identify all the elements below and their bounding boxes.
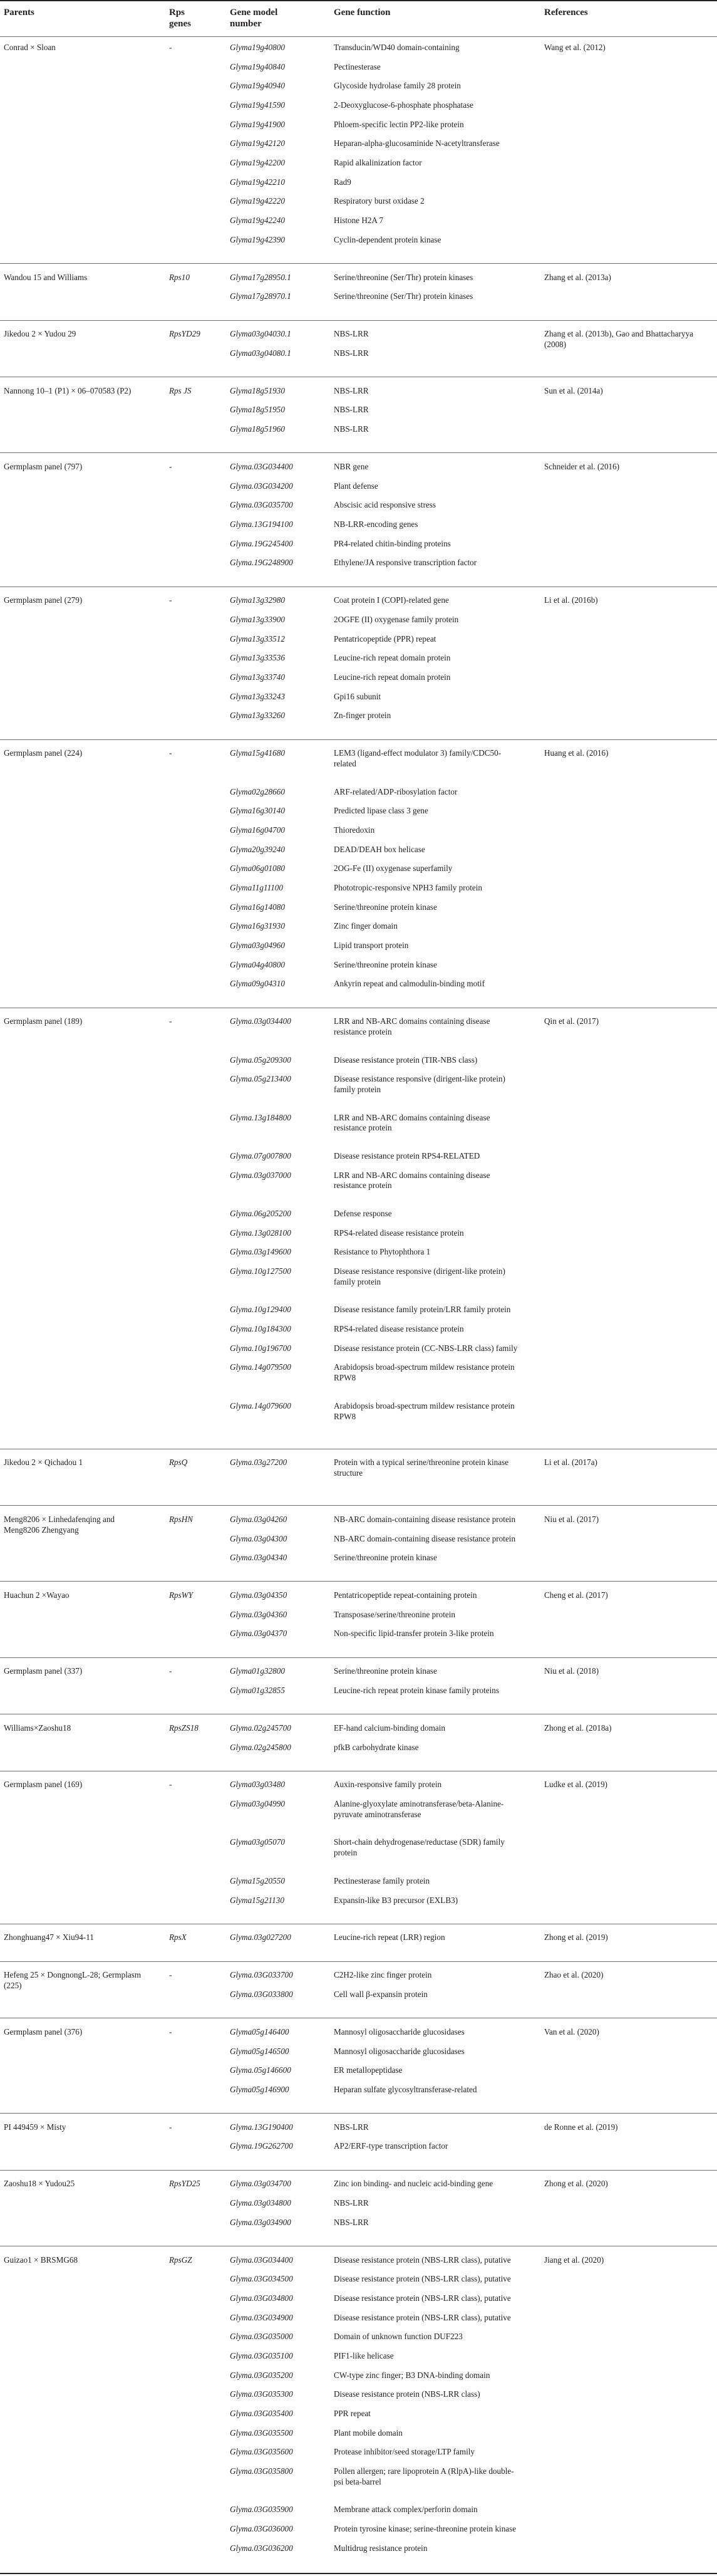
gene-function: CW-type zinc finger; B3 DNA-binding domain bbox=[334, 2370, 490, 2380]
gene-function: NBS-LRR bbox=[334, 405, 369, 415]
gene-function: Cyclin-dependent protein kinase bbox=[334, 234, 441, 244]
gene-function: Short-chain dehydrogenase/reductase (SDR) family protein bbox=[334, 1837, 505, 1858]
gene-function: Zn-finger protein bbox=[334, 711, 391, 721]
gene-model-number: Glyma.03g149600 bbox=[230, 1247, 291, 1257]
gene-function: Membrane attack complex/perforin domain bbox=[334, 2505, 478, 2515]
group-rps-gene: RpsQ bbox=[169, 1457, 188, 1468]
gene-model-number: Glyma19g40940 bbox=[230, 81, 285, 91]
group-rps-gene: Rps10 bbox=[169, 272, 190, 282]
gene-model-number: Glyma.10g184300 bbox=[230, 1324, 291, 1334]
gene-function: Disease resistance responsive (dirigent-like protein) family protein bbox=[334, 1074, 505, 1095]
gene-model-number: Glyma.03G035900 bbox=[230, 2505, 293, 2515]
gene-function: 2-Deoxyglucose-6-phosphate phosphatase bbox=[334, 100, 474, 110]
gene-function: Disease resistance family protein/LRR family protein bbox=[334, 1305, 511, 1315]
gene-model-number: Glyma.03G035200 bbox=[230, 2370, 293, 2380]
gene-function: Auxin-responsive family protein bbox=[334, 1780, 442, 1790]
group-parents: Conrad × Sloan bbox=[4, 43, 56, 52]
gene-model-number: Glyma.05g209300 bbox=[230, 1055, 291, 1065]
gene-function: Disease resistance protein (NBS-LRR class), putative bbox=[334, 2293, 511, 2303]
gene-function: Cell wall β-expansin protein bbox=[334, 1989, 428, 1999]
gene-function: Heparan-alpha-glucosaminide N-acetyltransferase bbox=[334, 138, 500, 149]
gene-model-number: Glyma19g42220 bbox=[230, 196, 285, 206]
gene-model-number: Glyma.03G036000 bbox=[230, 2524, 293, 2534]
gene-function: LRR and NB-ARC domains containing disease resistance protein bbox=[334, 1112, 490, 1133]
gene-model-number: Glyma.03G034400 bbox=[230, 2255, 293, 2265]
gene-model-number: Glyma03g03480 bbox=[230, 1780, 285, 1790]
gene-model-number: Glyma.03G034400 bbox=[230, 462, 293, 471]
gene-model-number: Glyma19g41900 bbox=[230, 119, 285, 129]
gene-model-number: Glyma.07g007800 bbox=[230, 1150, 291, 1160]
gene-function: LRR and NB-ARC domains containing disease resistance protein bbox=[334, 1170, 490, 1191]
gene-function: NBR gene bbox=[334, 462, 369, 471]
gene-function: Domain of unknown function DUF223 bbox=[334, 2332, 463, 2342]
group-parents: Germplasm panel (224) bbox=[4, 748, 83, 758]
gene-model-number: Glyma.03g034900 bbox=[230, 2217, 291, 2227]
group-parents: Williams×Zaoshu18 bbox=[4, 1723, 71, 1733]
gene-function: Serine/threonine (Ser/Thr) protein kinases bbox=[334, 272, 473, 282]
gene-function: PR4-related chitin-binding proteins bbox=[334, 538, 451, 548]
gene-function: Alanine-glyoxylate aminotransferase/beta-Alanine-pyruvate aminotransferase bbox=[334, 1799, 504, 1819]
gene-model-number: Glyma05g146500 bbox=[230, 2046, 289, 2056]
gene-model-number: Glyma04g40800 bbox=[230, 959, 285, 969]
gene-model-number: Glyma19g42120 bbox=[230, 138, 285, 149]
gene-model-number: Glyma09g04310 bbox=[230, 979, 285, 989]
gene-model-number: Glyma17g28950.1 bbox=[230, 272, 291, 282]
group-reference: Jiang et al. (2020) bbox=[544, 2255, 604, 2265]
group-parents: Zhonghuang47 × Xiu94-11 bbox=[4, 1932, 94, 1942]
gene-model-number: Glyma11g11100 bbox=[230, 882, 283, 892]
gene-function: Arabidopsis broad-spectrum mildew resistance protein RPW8 bbox=[334, 1362, 515, 1383]
gene-model-number: Glyma06g01080 bbox=[230, 863, 285, 873]
gene-model-number: Glyma13g33260 bbox=[230, 711, 285, 721]
gene-model-number: Glyma.03G035700 bbox=[230, 500, 293, 510]
group-rps-gene: - bbox=[169, 2122, 172, 2132]
gene-function: Serine/threonine protein kinase bbox=[334, 959, 437, 969]
group-reference: Zhang et al. (2013b), Gao and Bhattacharyya (2008) bbox=[544, 329, 694, 349]
gene-function: Disease resistance protein (CC-NBS-LRR class) family bbox=[334, 1343, 518, 1353]
gene-model-number: Glyma.03g027200 bbox=[230, 1932, 291, 1942]
gene-function: Histone H2A 7 bbox=[334, 216, 384, 226]
group-parents: Germplasm panel (797) bbox=[4, 462, 83, 471]
gene-function: Phototropic-responsive NPH3 family protein bbox=[334, 882, 482, 892]
gene-function: Rapid alkalinization factor bbox=[334, 158, 422, 168]
gene-model-number: Glyma03g05070 bbox=[230, 1837, 285, 1847]
gene-model-number: Glyma19g42240 bbox=[230, 216, 285, 226]
gene-model-number: Glyma16g30140 bbox=[230, 806, 285, 816]
gene-model-number: Glyma16g04700 bbox=[230, 825, 285, 835]
gene-model-number: Glyma02g28660 bbox=[230, 786, 285, 796]
gene-function: Resistance to Phytophthora 1 bbox=[334, 1247, 431, 1257]
gene-function: Abscisic acid responsive stress bbox=[334, 500, 436, 510]
gene-function: LRR and NB-ARC domains containing disease resistance protein bbox=[334, 1016, 490, 1036]
group-reference: Zhong et al. (2020) bbox=[544, 2179, 608, 2189]
group-divider bbox=[0, 2170, 717, 2171]
gene-model-number: Glyma.03g037000 bbox=[230, 1170, 291, 1180]
group-reference: Ludke et al. (2019) bbox=[544, 1780, 608, 1790]
table-bottom-rule bbox=[0, 2573, 717, 2574]
group-reference: Van et al. (2020) bbox=[544, 2026, 599, 2036]
group-parents: Huachun 2 ×Wayao bbox=[4, 1590, 70, 1600]
group-reference: Sun et al. (2014a) bbox=[544, 385, 603, 395]
gene-model-number: Glyma16g31930 bbox=[230, 921, 285, 931]
gene-function: NBS-LRR bbox=[334, 2198, 369, 2208]
gene-model-number: Glyma.06g205200 bbox=[230, 1208, 291, 1218]
group-rps-gene: - bbox=[169, 1016, 172, 1026]
group-reference: Cheng et al. (2017) bbox=[544, 1590, 608, 1600]
gene-function: Rad9 bbox=[334, 177, 351, 187]
gene-model-number: Glyma.03G035400 bbox=[230, 2408, 293, 2418]
gene-model-number: Glyma15g41680 bbox=[230, 748, 285, 758]
gene-function: NB-ARC domain-containing disease resistance protein bbox=[334, 1533, 516, 1543]
gene-function: Disease resistance protein (TIR-NBS class) bbox=[334, 1055, 478, 1065]
gene-function: Plant mobile domain bbox=[334, 2427, 403, 2438]
group-reference: Schneider et al. (2016) bbox=[544, 462, 620, 471]
group-divider bbox=[0, 1961, 717, 1962]
group-reference: Qin et al. (2017) bbox=[544, 1016, 599, 1026]
group-reference: Li et al. (2016b) bbox=[544, 595, 598, 605]
group-divider bbox=[0, 1581, 717, 1582]
gene-model-number: Glyma.14g079500 bbox=[230, 1362, 291, 1372]
gene-model-number: Glyma19g40840 bbox=[230, 61, 285, 71]
gene-function: AP2/ERF-type transcription factor bbox=[334, 2141, 448, 2151]
gene-function: Transducin/WD40 domain-containing bbox=[334, 43, 460, 52]
gene-function: LEM3 (ligand-effect modulator 3) family/CDC50-related bbox=[334, 748, 502, 769]
gene-model-number: Glyma13g33536 bbox=[230, 653, 285, 663]
gene-model-number: Glyma.14g079600 bbox=[230, 1400, 291, 1411]
gene-function: Thioredoxin bbox=[334, 825, 375, 835]
gene-model-number: Glyma.03G033700 bbox=[230, 1970, 293, 1980]
gene-function: Leucine-rich repeat (LRR) region bbox=[334, 1932, 445, 1942]
gene-model-number: Glyma.03G035000 bbox=[230, 2332, 293, 2342]
gene-model-number: Glyma.03g04370 bbox=[230, 1629, 287, 1639]
gene-model-number: Glyma18g51930 bbox=[230, 385, 285, 395]
gene-model-number: Glyma13g33900 bbox=[230, 614, 285, 624]
gene-function: RPS4-related disease resistance protein bbox=[334, 1228, 464, 1238]
group-parents: Hefeng 25 × DongnongL-28; Germplasm (225) bbox=[4, 1970, 142, 1991]
gene-model-number: Glyma18g51950 bbox=[230, 405, 285, 415]
group-rps-gene: - bbox=[169, 1666, 172, 1676]
gene-function: Mannosyl oligosaccharide glucosidases bbox=[334, 2046, 465, 2056]
gene-model-number: Glyma.03g04360 bbox=[230, 1609, 287, 1619]
gene-function: Transposase/serine/threonine protein bbox=[334, 1609, 455, 1619]
gene-model-number: Glyma.03g27200 bbox=[230, 1457, 287, 1468]
gene-model-number: Glyma19g40800 bbox=[230, 43, 285, 52]
header-gene-function: Gene function bbox=[334, 8, 391, 18]
group-rps-gene: RpsHN bbox=[169, 1514, 193, 1524]
gene-function: Leucine-rich repeat domain protein bbox=[334, 672, 451, 682]
gene-function: Phloem-specific lectin PP2-like protein bbox=[334, 119, 464, 129]
group-parents: Zaoshu18 × Yudou25 bbox=[4, 2179, 75, 2189]
gene-function: Lipid transport protein bbox=[334, 940, 409, 950]
group-parents: Germplasm panel (376) bbox=[4, 2026, 83, 2036]
gene-function: Disease resistance protein (NBS-LRR class), putative bbox=[334, 2312, 511, 2322]
gene-model-number: Glyma13g33243 bbox=[230, 691, 285, 701]
gene-function: Pentatricopeptide (PPR) repeat bbox=[334, 634, 436, 644]
gene-model-number: Glyma.19G248900 bbox=[230, 558, 293, 568]
gene-model-number: Glyma.03G036200 bbox=[230, 2543, 293, 2553]
gene-function: NBS-LRR bbox=[334, 2217, 369, 2227]
group-rps-gene: RpsYD29 bbox=[169, 329, 200, 339]
gene-function: Disease resistance protein (NBS-LRR class), putative bbox=[334, 2255, 511, 2265]
gene-model-number: Glyma15g20550 bbox=[230, 1875, 285, 1885]
group-rps-gene: Rps JS bbox=[169, 385, 192, 395]
gene-model-number: Glyma.13G190400 bbox=[230, 2122, 293, 2132]
group-rps-gene: RpsX bbox=[169, 1932, 187, 1942]
header-references: References bbox=[544, 8, 588, 18]
header-bottom-rule bbox=[0, 36, 717, 37]
gene-function: C2H2-like zinc finger protein bbox=[334, 1970, 432, 1980]
gene-model-number: Glyma.03g034700 bbox=[230, 2179, 291, 2189]
gene-model-number: Glyma.03G034500 bbox=[230, 2274, 293, 2284]
gene-function: Respiratory burst oxidase 2 bbox=[334, 196, 425, 206]
gene-model-number: Glyma.03g04340 bbox=[230, 1553, 287, 1563]
group-parents: Jikedou 2 × Qichadou 1 bbox=[4, 1457, 83, 1468]
gene-model-number: Glyma03g04990 bbox=[230, 1799, 285, 1809]
group-rps-gene: - bbox=[169, 748, 172, 758]
group-reference: Zhong et al. (2019) bbox=[544, 1932, 608, 1942]
group-reference: Niu et al. (2018) bbox=[544, 1666, 599, 1676]
group-rps-gene: - bbox=[169, 595, 172, 605]
group-rps-gene: - bbox=[169, 2026, 172, 2036]
gene-function: Non-specific lipid-transfer protein 3-like protein bbox=[334, 1629, 494, 1639]
gene-model-number: Glyma.03G034800 bbox=[230, 2293, 293, 2303]
gene-function: DEAD/DEAH box helicase bbox=[334, 844, 425, 854]
gene-model-number: Glyma05g146900 bbox=[230, 2084, 289, 2094]
group-reference: Niu et al. (2017) bbox=[544, 1514, 599, 1524]
gene-model-number: Glyma19g42200 bbox=[230, 158, 285, 168]
gene-model-number: Glyma.03g034800 bbox=[230, 2198, 291, 2208]
gene-function: Protein tyrosine kinase; serine-threonine protein kinase bbox=[334, 2524, 517, 2534]
gene-function: NBS-LRR bbox=[334, 348, 369, 358]
gene-model-number: Glyma.03g04300 bbox=[230, 1533, 287, 1543]
group-parents: Germplasm panel (189) bbox=[4, 1016, 83, 1026]
gene-function: Pectinesterase family protein bbox=[334, 1875, 430, 1885]
gene-function: Pectinesterase bbox=[334, 61, 381, 71]
gene-function: NBS-LRR bbox=[334, 329, 369, 339]
group-parents: Meng8206 × Linhedafenqing and Meng8206 Zhengyang bbox=[4, 1514, 115, 1535]
gene-model-number: Glyma.03G033800 bbox=[230, 1989, 293, 1999]
gene-function: Pollen allergen; rare lipoprotein A (RlpA)-like double-psi beta-barrel bbox=[334, 2466, 514, 2486]
group-divider bbox=[0, 263, 717, 264]
gene-model-number: Glyma03g04960 bbox=[230, 940, 285, 950]
group-divider bbox=[0, 2113, 717, 2114]
gene-model-number: Glyma16g14080 bbox=[230, 902, 285, 912]
gene-model-number: Glyma.13G194100 bbox=[230, 519, 293, 529]
group-divider bbox=[0, 1505, 717, 1506]
group-parents: Guizao1 × BRSMG68 bbox=[4, 2255, 78, 2265]
gene-function: Protease inhibitor/seed storage/LTP family bbox=[334, 2447, 475, 2457]
gene-model-number: Glyma.13g184800 bbox=[230, 1112, 291, 1122]
group-parents: Germplasm panel (337) bbox=[4, 1666, 83, 1676]
gene-function: Serine/threonine protein kinase bbox=[334, 1553, 437, 1563]
gene-model-number: Glyma.10g196700 bbox=[230, 1343, 291, 1353]
gene-function: EF-hand calcium-binding domain bbox=[334, 1723, 445, 1733]
group-parents: Jikedou 2 × Yudou 29 bbox=[4, 329, 76, 339]
gene-model-number: Glyma03g04030.1 bbox=[230, 329, 291, 339]
gene-function: Arabidopsis broad-spectrum mildew resistance protein RPW8 bbox=[334, 1400, 515, 1421]
gene-model-number: Glyma20g39240 bbox=[230, 844, 285, 854]
gene-model-number: Glyma.03G035800 bbox=[230, 2466, 293, 2476]
gene-function: 2OGFE (II) oxygenase family protein bbox=[334, 614, 459, 624]
gene-function: Multidrug resistance protein bbox=[334, 2543, 428, 2553]
gene-function: Predicted lipase class 3 gene bbox=[334, 806, 428, 816]
group-reference: Li et al. (2017a) bbox=[544, 1457, 597, 1468]
gene-model-number: Glyma.02g245700 bbox=[230, 1723, 291, 1733]
gene-model-number: Glyma15g21130 bbox=[230, 1895, 284, 1905]
gene-model-number: Glyma19g42210 bbox=[230, 177, 285, 187]
header-parents: Parents bbox=[4, 8, 34, 18]
group-rps-gene: RpsZS18 bbox=[169, 1723, 199, 1733]
gene-model-number: Glyma.03g034400 bbox=[230, 1016, 291, 1026]
gene-model-number: Glyma13g33512 bbox=[230, 634, 285, 644]
group-rps-gene: RpsWY bbox=[169, 1590, 193, 1600]
gene-function: pfkB carbohydrate kinase bbox=[334, 1742, 419, 1752]
gene-function: Disease resistance responsive (dirigent-like protein) family protein bbox=[334, 1266, 505, 1286]
group-divider bbox=[0, 452, 717, 453]
gene-function: ARF-related/ADP-ribosylation factor bbox=[334, 786, 458, 796]
gene-function: ER metallopeptidase bbox=[334, 2065, 403, 2075]
gene-model-number: Glyma01g32800 bbox=[230, 1666, 285, 1676]
gene-function: Heparan sulfate glycosyltransferase-related bbox=[334, 2084, 477, 2094]
gene-model-number: Glyma.03g04350 bbox=[230, 1590, 287, 1600]
group-divider bbox=[0, 1657, 717, 1658]
gene-model-number: Glyma.03G035100 bbox=[230, 2350, 293, 2360]
gene-model-number: Glyma01g32855 bbox=[230, 1686, 285, 1695]
table-top-rule bbox=[0, 0, 717, 1]
group-reference: Zhong et al. (2018a) bbox=[544, 1723, 612, 1733]
gene-model-number: Glyma.02g245800 bbox=[230, 1742, 291, 1752]
gene-function: Disease resistance protein (NBS-LRR class) bbox=[334, 2389, 480, 2399]
gene-model-number: Glyma18g51960 bbox=[230, 424, 285, 434]
gene-function: Pentatricopeptide repeat-containing protein bbox=[334, 1590, 477, 1600]
gene-function: NBS-LRR bbox=[334, 424, 369, 434]
gene-model-number: Glyma.05g213400 bbox=[230, 1074, 291, 1084]
gene-function: Zinc finger domain bbox=[334, 921, 398, 931]
group-divider bbox=[0, 739, 717, 740]
gene-model-number: Glyma13g32980 bbox=[230, 595, 285, 605]
header-gene-model-number: Gene model number bbox=[230, 8, 278, 29]
gene-model-number: Glyma.03g04260 bbox=[230, 1514, 287, 1524]
gene-function: Zinc ion binding- and nucleic acid-binding gene bbox=[334, 2179, 493, 2189]
gene-function: Disease resistance protein RPS4-RELATED bbox=[334, 1150, 480, 1160]
group-rps-gene: - bbox=[169, 43, 172, 52]
gene-model-number: Glyma.03G035300 bbox=[230, 2389, 293, 2399]
gene-model-number: Glyma.05g146600 bbox=[230, 2065, 291, 2075]
group-divider bbox=[0, 320, 717, 321]
group-parents: Nannong 10–1 (P1) × 06–070583 (P2) bbox=[4, 385, 132, 395]
gene-function: RPS4-related disease resistance protein bbox=[334, 1324, 464, 1334]
group-parents: PI 449459 × Misty bbox=[4, 2122, 66, 2132]
gene-function: PPR repeat bbox=[334, 2408, 371, 2418]
gene-function: Leucine-rich repeat domain protein bbox=[334, 653, 451, 663]
gene-model-number: Glyma.10g127500 bbox=[230, 1266, 291, 1276]
gene-model-number: Glyma.03G034200 bbox=[230, 481, 293, 491]
group-parents: Wandou 15 and Williams bbox=[4, 272, 88, 282]
group-rps-gene: - bbox=[169, 462, 172, 471]
gene-function: 2OG-Fe (II) oxygenase superfamily bbox=[334, 863, 453, 873]
gene-function: Expansin-like B3 precursor (EXLB3) bbox=[334, 1895, 458, 1905]
gene-function: NB-ARC domain-containing disease resistance protein bbox=[334, 1514, 516, 1524]
gene-function: Disease resistance protein (NBS-LRR class), putative bbox=[334, 2274, 511, 2284]
gene-model-number: Glyma.03G035600 bbox=[230, 2447, 293, 2457]
group-rps-gene: RpsGZ bbox=[169, 2255, 192, 2265]
gene-function: Glycoside hydrolase family 28 protein bbox=[334, 81, 461, 91]
group-reference: Wang et al. (2012) bbox=[544, 43, 606, 52]
group-rps-gene: - bbox=[169, 1970, 172, 1980]
gene-function: Ankyrin repeat and calmodulin-binding motif bbox=[334, 979, 485, 989]
gene-function: NBS-LRR bbox=[334, 2122, 369, 2132]
group-rps-gene: RpsYD25 bbox=[169, 2179, 200, 2189]
group-reference: de Ronne et al. (2019) bbox=[544, 2122, 618, 2132]
gene-function: Leucine-rich repeat protein kinase family proteins bbox=[334, 1686, 500, 1695]
gene-model-number: Glyma05g146400 bbox=[230, 2026, 289, 2036]
gene-function: Mannosyl oligosaccharide glucosidases bbox=[334, 2026, 465, 2036]
gene-function: NBS-LRR bbox=[334, 385, 369, 395]
gene-function: Serine/threonine protein kinase bbox=[334, 1666, 437, 1676]
gene-function: Defense response bbox=[334, 1208, 392, 1218]
header-rps-genes: Rps genes bbox=[169, 8, 191, 29]
gene-model-number: Glyma.03G035500 bbox=[230, 2427, 293, 2438]
gene-function: Plant defense bbox=[334, 481, 378, 491]
gene-model-number: Glyma.13g028100 bbox=[230, 1228, 291, 1238]
group-parents: Germplasm panel (279) bbox=[4, 595, 83, 605]
gene-model-number: Glyma13g33740 bbox=[230, 672, 285, 682]
group-parents: Germplasm panel (169) bbox=[4, 1780, 83, 1790]
gene-function: Gpi16 subunit bbox=[334, 691, 381, 701]
gene-function: NB-LRR-encoding genes bbox=[334, 519, 418, 529]
gene-model-number: Glyma.10g129400 bbox=[230, 1305, 291, 1315]
group-reference: Zhang et al. (2013a) bbox=[544, 272, 611, 282]
gene-model-number: Glyma.19G262700 bbox=[230, 2141, 293, 2151]
gene-model-number: Glyma17g28970.1 bbox=[230, 291, 291, 301]
gene-function: Serine/threonine protein kinase bbox=[334, 902, 437, 912]
gene-function: Coat protein I (COPI)-related gene bbox=[334, 595, 449, 605]
gene-model-number: Glyma19g41590 bbox=[230, 100, 285, 110]
group-reference: Huang et al. (2016) bbox=[544, 748, 609, 758]
table-header bbox=[0, 6, 717, 34]
gene-model-number: Glyma.03G034900 bbox=[230, 2312, 293, 2322]
gene-model-number: Glyma03g04080.1 bbox=[230, 348, 291, 358]
gene-function: Ethylene/JA responsive transcription factor bbox=[334, 558, 477, 568]
gene-function: Serine/threonine (Ser/Thr) protein kinases bbox=[334, 291, 473, 301]
group-rps-gene: - bbox=[169, 1780, 172, 1790]
gene-function: Protein with a typical serine/threonine protein kinase structure bbox=[334, 1457, 509, 1478]
gene-function: PIF1-like helicase bbox=[334, 2350, 394, 2360]
group-reference: Zhao et al. (2020) bbox=[544, 1970, 604, 1980]
gene-model-number: Glyma19g42390 bbox=[230, 234, 285, 244]
gene-model-number: Glyma.19G245400 bbox=[230, 538, 293, 548]
